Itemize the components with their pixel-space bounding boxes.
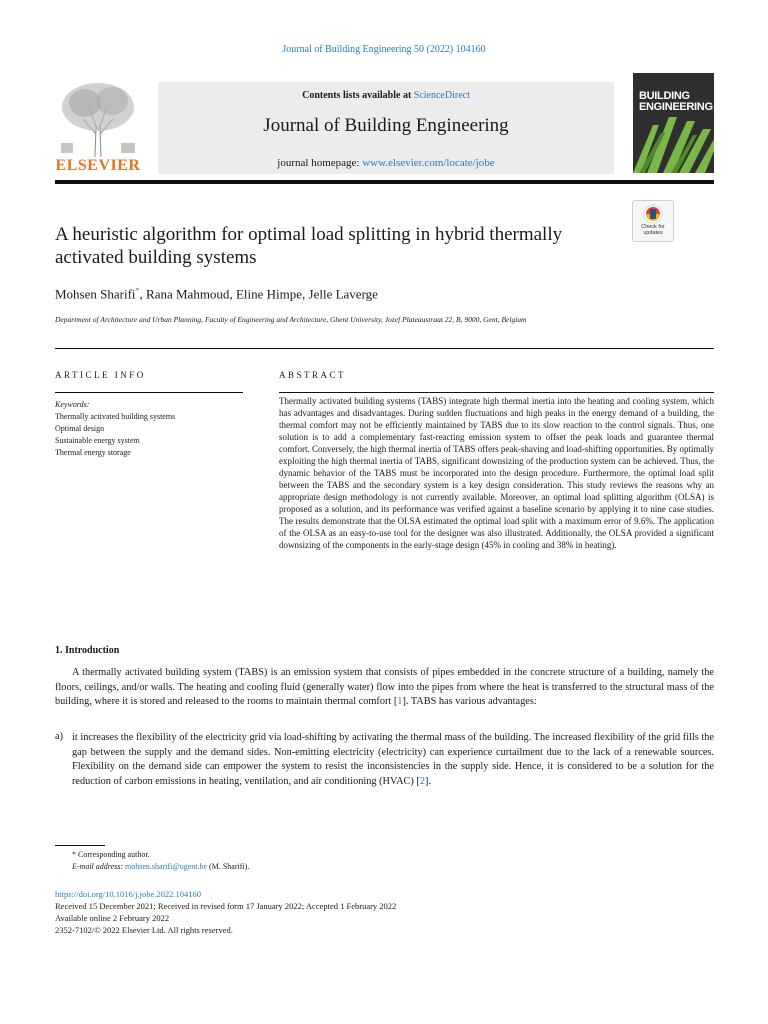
keywords-label: Keywords: (55, 400, 90, 409)
author-name[interactable]: Eline Himpe (235, 286, 303, 302)
corresponding-author-mark[interactable]: * (135, 286, 140, 295)
article-info-heading: ARTICLE INFO (55, 370, 146, 380)
introduction-heading: 1. Introduction (55, 645, 120, 656)
cover-pattern-icon (633, 73, 714, 173)
copyright-notice: 2352-7102/© 2022 Elsevier Ltd. All rights reserved. (55, 925, 233, 935)
doi-link[interactable]: https://doi.org/10.1016/j.jobe.2022.104160 (55, 889, 201, 899)
available-online-date: Available online 2 February 2022 (55, 913, 170, 923)
keyword-item: Sustainable energy system (55, 436, 140, 445)
article-title: A heuristic algorithm for optimal load splitting in hybrid thermally activated building systems (55, 224, 563, 268)
abstract-heading: ABSTRACT (279, 370, 347, 380)
author-affiliation: Department of Architecture and Urban Planning, Faculty of Engineering and Architecture, Ghent University, Jozef Plateaustraat 22, B, 9000, Gent, Belgium (55, 315, 527, 324)
footnote-divider (55, 845, 105, 846)
list-marker: a) (55, 731, 63, 742)
crossmark-label: Check for updates (641, 224, 665, 236)
author-name[interactable]: Rana Mahmoud (146, 286, 230, 302)
article-front-matter (55, 888, 396, 936)
header-divider (55, 180, 714, 184)
contents-prefix: Contents lists available at (302, 90, 412, 101)
contents-line (158, 90, 614, 101)
reference-link[interactable]: 1 (397, 696, 403, 707)
sciencedirect-link[interactable]: ScienceDirect (413, 90, 470, 101)
author-list: Mohsen Sharifi*, Rana Mahmoud, Eline Himpe, Jelle Laverge (55, 286, 378, 302)
cover-title: BUILDING ENGINEERING (639, 90, 713, 113)
author-email-link[interactable]: mohsen.sharifi@ugent.be (125, 862, 208, 871)
journal-cover-image[interactable] (633, 73, 714, 173)
check-for-updates-button[interactable] (632, 200, 674, 242)
homepage-prefix: journal homepage: (277, 157, 360, 169)
keywords-block (55, 399, 243, 459)
homepage-line (158, 157, 614, 169)
crossmark-icon (633, 203, 673, 225)
keyword-item: Optimal design (55, 424, 105, 433)
corresponding-author-note: * Corresponding author. (72, 850, 150, 859)
journal-citation-link[interactable]: Journal of Building Engineering 50 (2022) 104160 (282, 44, 486, 55)
email-note: E-mail address: mohsen.sharifi@ugent.be (M. Sharifi). (72, 862, 250, 871)
elsevier-wordmark: ELSEVIER (55, 157, 141, 174)
author-name[interactable]: Jelle Laverge (308, 286, 378, 302)
footnotes (72, 849, 249, 873)
introduction-paragraph: A thermally activated building system (TABS) is an emission system that consists of pipes embedded in the concrete structure of a building, namely the floors, ceilings, and/or walls. The heating and cooling fluid (generally water) flow into the pipes from where the heat is transferred to the structural mass of the building, where it is stored and released to the rooms to maintain thermal comfort [1]. TABS has various advantages: (55, 667, 714, 707)
keyword-item: Thermal energy storage (55, 448, 131, 457)
elsevier-logo[interactable] (55, 79, 141, 177)
journal-homepage-link[interactable]: www.elsevier.com/locate/jobe (362, 157, 495, 169)
journal-masthead (158, 82, 614, 174)
journal-name: Journal of Building Engineering (263, 115, 509, 136)
abstract-text: Thermally activated building systems (TABS) integrate high thermal inertia into the heating and cooling system, which has advantages and disadvantages. During sudden fluctuations and high peaks in the energy demand of a building, the thermal comfort may not be efficiently maintained by TABS due to its slow reaction to the control signals. Thus, one solution is to add a complementary fast-reacting emission system to offset the peak loads and guarantee thermal comfort. Conversely, the high thermal inertia of TABS offers peak-shaving and load-shifting opportunities. By optimally exploiting the high thermal inertia of TABS, significant downsizing of the production system can be achieved. Thus, the dynamic behavior of the TABS must be incorporated into the design procedure. Furthermore, the optimal load split between the TABS and the secondary system is a key design consideration. This study reviews the reasons why an appropriate design methodology is not currently available. Moreover, an optimal load splitting algorithm (OLSA) is proposed as a solution, and its performance was verified against a baseline scenario by applying it to nine case studies. The results demonstrate that the OLSA estimated the optimal load split with a maximum error of 9.6%. The application of the OLSA as an easy-to-use tool for the designer was also illustrated. Additionally, the OLSA provided a significant downsizing of the components in the early-stage design (45% in cooling and 38% in heating). (279, 396, 714, 550)
journal-header (55, 73, 714, 177)
article-info-divider (55, 392, 243, 393)
article-history: Received 15 December 2021; Received in revised form 17 January 2022; Accepted 1 February 2022 (55, 901, 397, 911)
reference-link[interactable]: 2 (419, 775, 425, 787)
keyword-item: Thermally activated building systems (55, 412, 176, 421)
section-divider (55, 348, 714, 349)
elsevier-tree-icon (55, 79, 141, 157)
list-item-text: it increases the flexibility of the electricity grid via load-shifting by activating the thermal mass of the building. The increased flexibility of the grid fills the gap between the supply and the demand sides. Non-emitting electricity (electricity) can experience curtailment due to the lack of a renewable sources. Flexibility on the demand side can empower the system to resist the inconsistencies in the supply side. Hence, it is considered to be a solution for the reduction of carbon emissions in heating, ventilation, and air conditioning (HVAC) [2]. (72, 732, 714, 787)
author-name[interactable]: Mohsen Sharifi (55, 286, 136, 302)
abstract-divider (279, 392, 714, 393)
